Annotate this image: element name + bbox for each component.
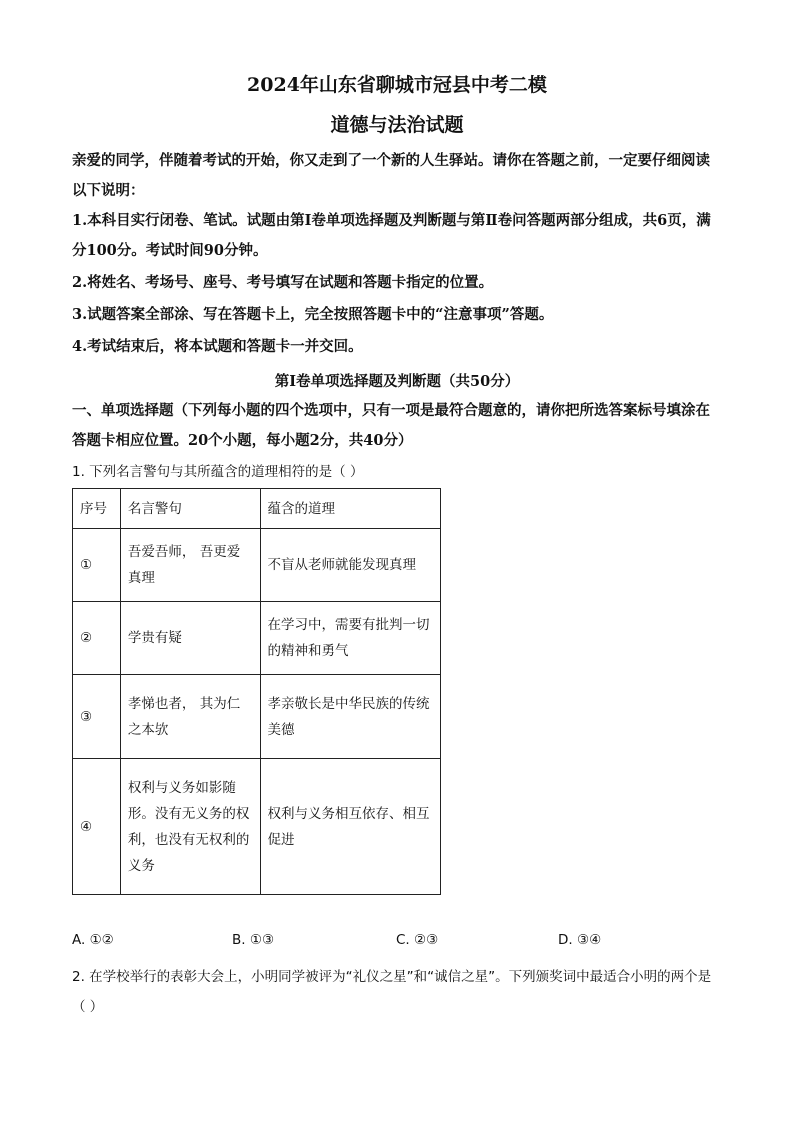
option-a: A. ①②: [72, 932, 114, 948]
question-2-stem: 2. 在学校举行的表彰大会上，小明同学被评为“礼仪之星”和“诚信之星”。下列颁奖词中最适合小明的两个是（ ）: [72, 969, 712, 1015]
table-header-row: [73, 489, 441, 529]
table-row: [73, 759, 441, 895]
table-header-cell: 蕴含的道理: [260, 489, 440, 529]
table-cell-principle: 权利与义务相互依存、相互促进: [260, 759, 440, 895]
table-header-cell: 序号: [73, 489, 121, 529]
question-1-stem: 1. 下列名言警句与其所蕴含的道理相符的是（ ）: [72, 464, 364, 480]
table-row: [73, 675, 441, 759]
exam-title: 2024年山东省聊城市冠县中考二模: [247, 74, 547, 96]
table-cell-number: ④: [73, 759, 121, 895]
instructions-intro: 亲爱的同学，伴随着考试的开始，你又走到了一个新的人生驿站。请你在答题之前，一定要仔细阅读以下说明：: [72, 152, 710, 199]
section-title: 第Ⅰ卷单项选择题及判断题（共50分）: [274, 373, 520, 390]
table-cell-quote: 学贵有疑: [120, 602, 260, 675]
instruction-3: 3.试题答案全部涂、写在答题卡上，完全按照答题卡中的“注意事项”答题。: [72, 306, 554, 323]
table-cell-quote: 吾爱吾师， 吾更爱真理: [120, 529, 260, 602]
table-header-cell: 名言警句: [120, 489, 260, 529]
table-cell-number: ②: [73, 602, 121, 675]
instruction-2: 2.将姓名、考场号、座号、考号填写在试题和答题卡指定的位置。: [72, 274, 494, 291]
table-cell-number: ①: [73, 529, 121, 602]
table-row: [73, 602, 441, 675]
exam-subject: 道德与法治试题: [330, 114, 464, 136]
table-cell-number: ③: [73, 675, 121, 759]
option-c: C. ②③: [396, 932, 439, 948]
table-cell-principle: 在学习中，需要有批判一切的精神和勇气: [260, 602, 440, 675]
table-row: [73, 529, 441, 602]
table-cell-quote: 权利与义务如影随形。没有无义务的权利，也没有无权利的义务: [120, 759, 260, 895]
option-b: B. ①③: [232, 932, 275, 948]
question-1-table: [72, 488, 441, 895]
table-cell-principle: 不盲从老师就能发现真理: [260, 529, 440, 602]
instruction-4: 4.考试结束后，将本试题和答题卡一并交回。: [72, 338, 363, 355]
part-heading: 一、单项选择题（下列每小题的四个选项中，只有一项是最符合题意的，请你把所选答案标号填涂在答题卡相应位置。20个小题，每小题2分，共40分）: [72, 402, 710, 449]
table-cell-quote: 孝悌也者， 其为仁之本欤: [120, 675, 260, 759]
option-d: D. ③④: [558, 932, 602, 948]
table-cell-principle: 孝亲敬长是中华民族的传统美德: [260, 675, 440, 759]
instruction-1: 1.本科目实行闭卷、笔试。试题由第Ⅰ卷单项选择题及判断题与第Ⅱ卷问答题两部分组成，共6页，满分100分。考试时间90分钟。: [72, 212, 711, 259]
